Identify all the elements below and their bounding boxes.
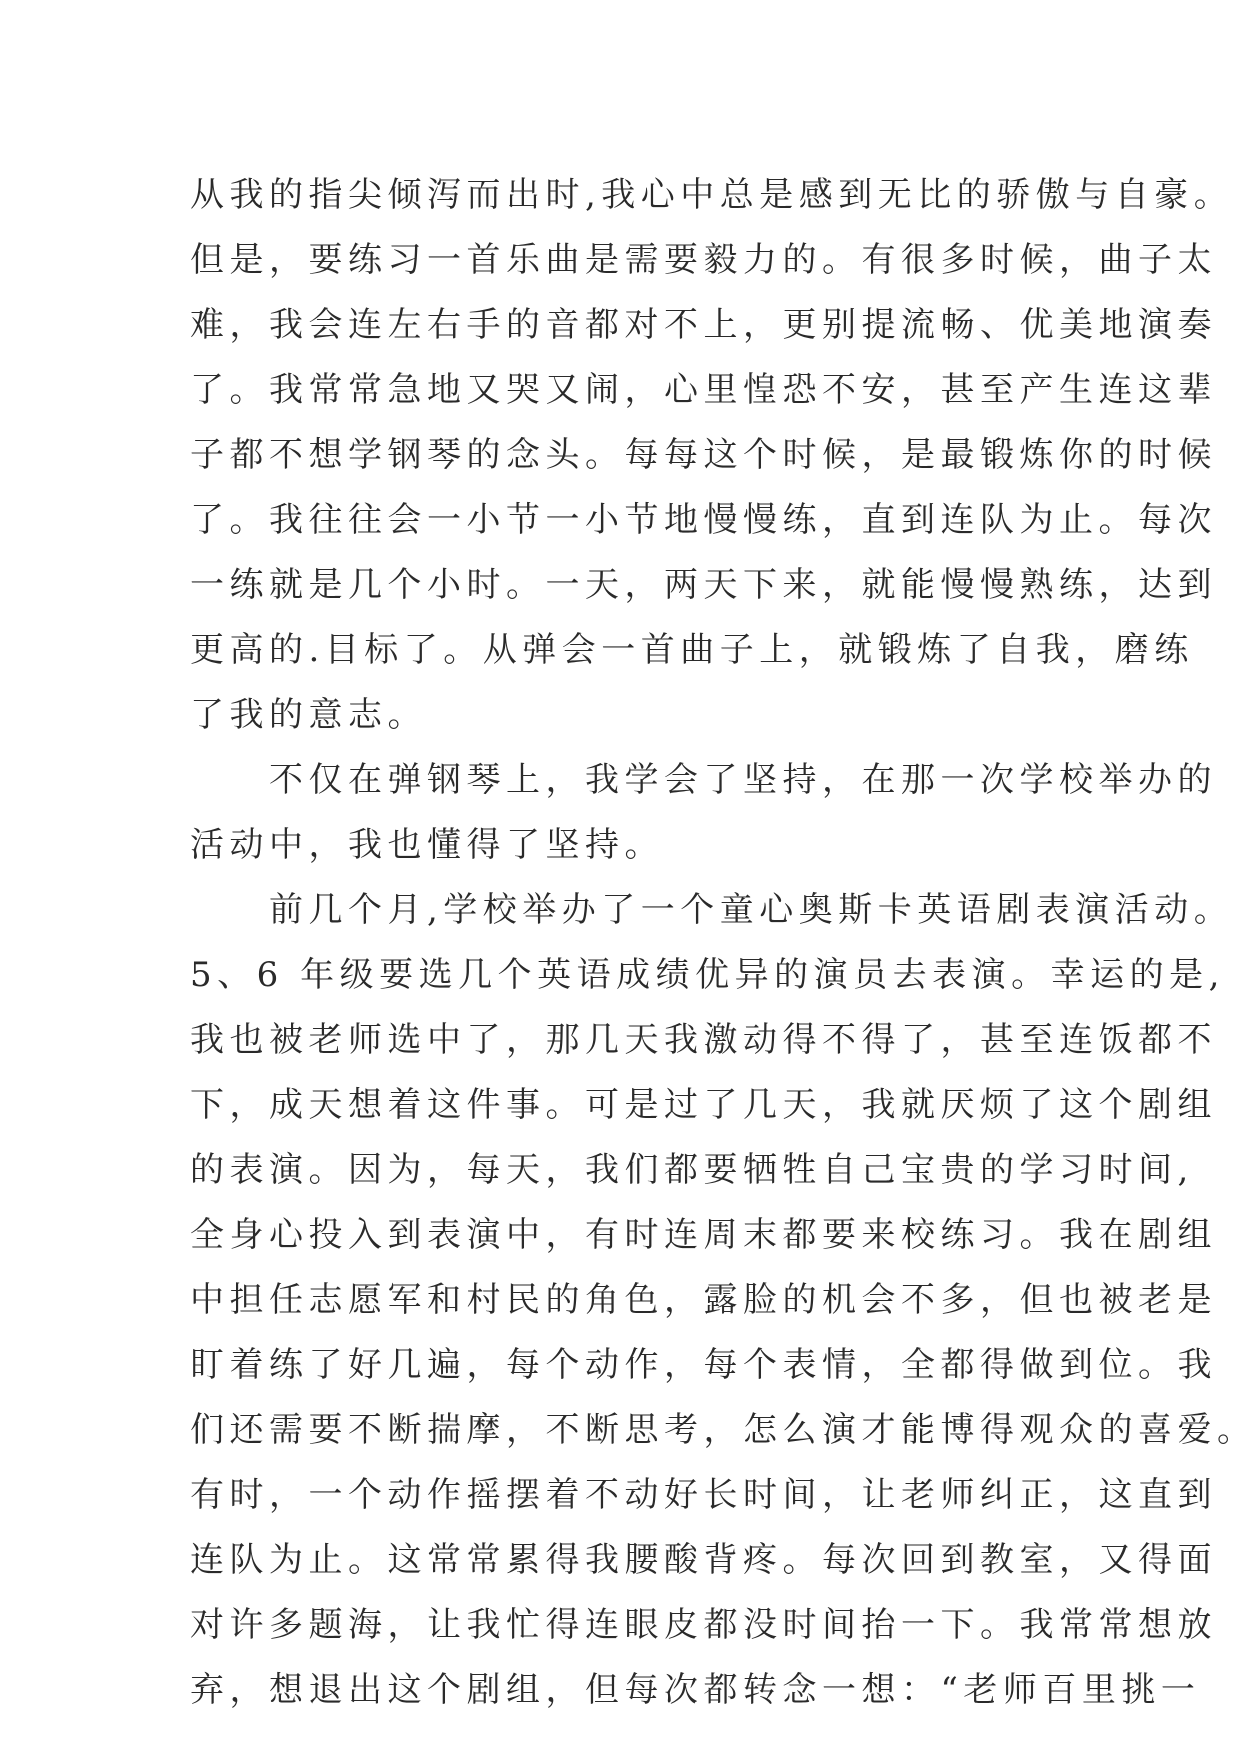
text-line: 从我的指尖倾泻而出时,我心中总是感到无比的骄傲与自豪。 (190, 175, 1234, 215)
text-line: 更高的.目标了。从弹会一首曲子上，就锻炼了自我，磨练 (190, 630, 1194, 670)
text-line: 但是，要练习一首乐曲是需要毅力的。有很多时候，曲子太 (190, 240, 1217, 280)
text-line: 不仅在弹钢琴上，我学会了坚持，在那一次学校举办的 (190, 760, 1217, 800)
text-line: 前几个月,学校举办了一个童心奥斯卡英语剧表演活动。 (190, 890, 1234, 930)
text-line: 弃，想退出这个剧组，但每次都转念一想：“老师百里挑一 (190, 1670, 1201, 1710)
text-line: 的表演。因为，每天，我们都要牺牲自己宝贵的学习时间, (190, 1150, 1194, 1190)
text-line: 了我的意志。 (190, 695, 427, 735)
text-line: 全身心投入到表演中，有时连周末都要来校练习。我在剧组 (190, 1215, 1217, 1255)
text-line: 们还需要不断揣摩，不断思考，怎么演才能博得观众的喜爱。 (190, 1410, 1257, 1450)
text-line: 子都不想学钢琴的念头。每每这个时候，是最锻炼你的时候 (190, 435, 1217, 475)
text-line: 对许多题海，让我忙得连眼皮都没时间抬一下。我常常想放 (190, 1605, 1217, 1645)
essay-text (190, 163, 1257, 1723)
text-line: 下，成天想着这件事。可是过了几天，我就厌烦了这个剧组 (190, 1085, 1217, 1125)
text-line: 连队为止。这常常累得我腰酸背疼。每次回到教室，又得面 (190, 1540, 1217, 1580)
text-line: 了。我常常急地又哭又闹，心里惶恐不安，甚至产生连这辈 (190, 370, 1217, 410)
text-line: 了。我往往会一小节一小节地慢慢练，直到连队为止。每次 (190, 500, 1217, 540)
text-line: 活动中，我也懂得了坚持。 (190, 825, 664, 865)
text-line: 中担任志愿军和村民的角色，露脸的机会不多，但也被老是 (190, 1280, 1217, 1320)
text-line: 有时，一个动作摇摆着不动好长时间，让老师纠正，这直到 (190, 1475, 1217, 1515)
text-line: 我也被老师选中了，那几天我激动得不得了，甚至连饭都不 (190, 1020, 1217, 1060)
text-line: 5、6 年级要选几个英语成绩优异的演员去表演。幸运的是, (190, 955, 1225, 995)
text-line: 盯着练了好几遍，每个动作，每个表情，全都得做到位。我 (190, 1345, 1217, 1385)
text-line: 难，我会连左右手的音都对不上，更别提流畅、优美地演奏 (190, 305, 1217, 345)
text-line: 一练就是几个小时。一天，两天下来，就能慢慢熟练，达到 (190, 565, 1217, 605)
